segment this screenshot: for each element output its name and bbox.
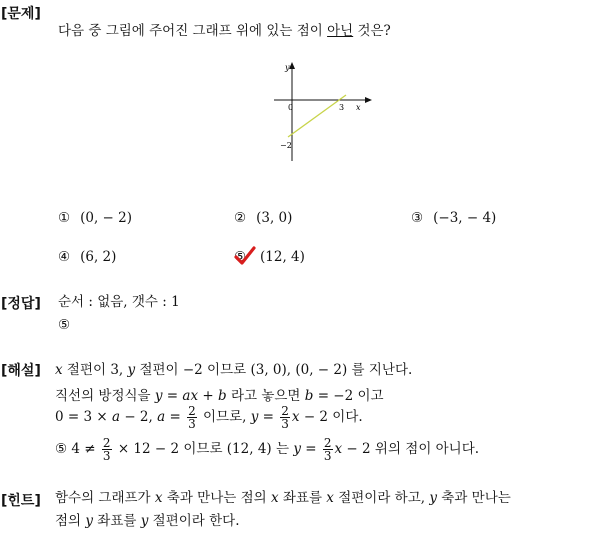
solution-line-2: 직선의 방정식을 y = ax + b 라고 놓으면 b = −2 이고 — [55, 388, 384, 404]
solution-tag: [해설] — [1, 363, 41, 379]
fraction: $\frac{2}{3}$ — [323, 436, 332, 463]
choice-5[interactable]: ⑤ (12, 4) — [234, 248, 305, 266]
hint-tag: [힌트] — [1, 493, 41, 509]
y-axis-label: y — [285, 63, 290, 72]
y-tick-label: −2 — [280, 141, 292, 150]
emphasis-underline: 아닌 — [327, 23, 354, 39]
hint-line-1: 함수의 그래프가 x 축과 만나는 점의 x 좌표를 x 절편이라 하고, y 축과 만나는 — [55, 490, 511, 506]
x-tick-label: 3 — [339, 103, 345, 112]
x-axis-label: x — [356, 103, 361, 112]
hint-line-2: 점의 y 좌표를 y 절편이라 한다. — [55, 513, 240, 529]
solution-line-3: 0 = 3 × a − 2, a = $\frac{2}{3}$ 이므로, y = $\frac{2}{3}$ x − 2 이다. — [55, 404, 363, 431]
choice-2[interactable]: ② (3, 0) — [234, 210, 293, 226]
fraction: $\frac{2}{3}$ — [102, 436, 111, 463]
linear-graph — [268, 58, 380, 164]
answer-number: ⑤ — [58, 317, 71, 333]
answer-info: 순서 : 없음, 갯수 : 1 — [58, 294, 180, 310]
problem-question: 다음 중 그림에 주어진 그래프 위에 있는 점이 아닌 것은? — [58, 23, 391, 39]
solution-line-1: x 절편이 3, y 절편이 −2 이므로 (3, 0), (0, − 2) 를 지난다. — [55, 362, 413, 378]
choice-3[interactable]: ③ (−3, − 4) — [411, 210, 497, 226]
fraction: $\frac{2}{3}$ — [281, 404, 289, 431]
check-mark-icon — [234, 246, 256, 266]
choice-4[interactable]: ④ (6, 2) — [58, 249, 117, 265]
x-axis-arrow — [365, 97, 372, 103]
answer-tag: [정답] — [1, 296, 41, 312]
origin-label: 0 — [288, 103, 294, 112]
solution-line-4: ⑤ 4 ≠ $\frac{2}{3}$ × 12 − 2 이므로 (12, 4) 는 y = $\frac{2}{3}$ x − 2 위의 점이 아니다. — [55, 436, 480, 463]
fraction: $\frac{2}{3}$ — [188, 404, 196, 431]
problem-tag: [문제] — [1, 6, 41, 22]
choice-1[interactable]: ① (0, − 2) — [58, 210, 133, 226]
graph-line — [288, 95, 346, 137]
y-axis-arrow — [289, 62, 295, 69]
